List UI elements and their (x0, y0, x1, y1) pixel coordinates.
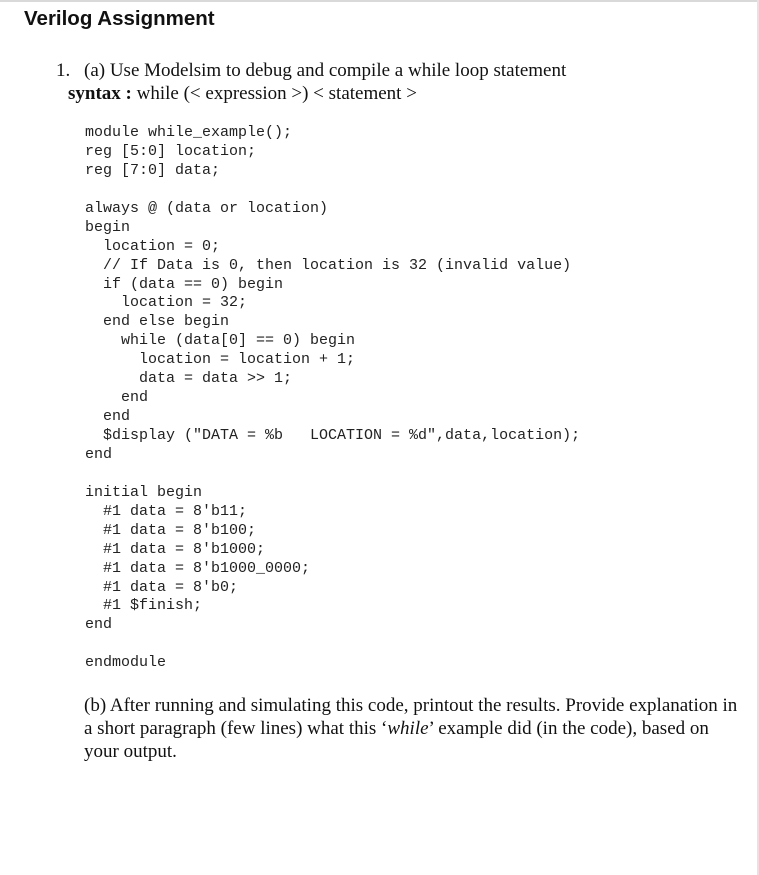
code-line: while (data[0] == 0) begin (85, 332, 356, 350)
code-line (85, 465, 580, 484)
code-line: if (data == 0) begin (85, 275, 284, 293)
code-line: end (85, 408, 131, 426)
code-line: end else begin (85, 313, 230, 331)
syntax-line (68, 83, 417, 105)
code-line: reg [7:0] data; (85, 161, 221, 179)
part-b-italic-keyword: while (387, 718, 429, 739)
part-a-text: (a) Use Modelsim to debug and compile a while loop statement (84, 60, 567, 81)
code-line: end (85, 389, 149, 407)
code-line (85, 635, 580, 654)
code-line: #1 data = 8'b1000; (85, 540, 266, 558)
code-line: endmodule (85, 654, 167, 672)
question-number: 1. (56, 60, 71, 81)
code-line: initial begin (85, 483, 203, 501)
code-line: #1 data = 8'b100; (85, 521, 257, 539)
code-line: location = location + 1; (85, 351, 356, 369)
code-line: module while_example(); (85, 124, 293, 141)
code-line: #1 $finish; (85, 597, 203, 615)
question-1-part-b (84, 694, 744, 763)
top-border (0, 0, 759, 2)
code-line: end (85, 445, 113, 463)
code-line: // If Data is 0, then location is 32 (invalid value) (85, 256, 572, 274)
code-line: always @ (data or location) (85, 199, 329, 217)
question-1-part-a (56, 60, 566, 82)
code-line (85, 181, 580, 200)
part-b-text-start: (b) After running and simulating this code, printout the results. Provide explanation in a short paragraph (few lines) what this ‘ (84, 695, 738, 739)
code-line: data = data >> 1; (85, 370, 293, 388)
code-line: begin (85, 218, 131, 236)
part-b-text-end: ’ example did (in the code), based on your output. (84, 718, 709, 762)
code-line: reg [5:0] location; (85, 142, 257, 160)
code-line: #1 data = 8'b11; (85, 502, 248, 520)
code-line: end (85, 616, 113, 634)
syntax-label: syntax : (68, 83, 132, 104)
code-line: location = 32; (85, 294, 248, 312)
code-line: #1 data = 8'b0; (85, 578, 239, 596)
code-line: location = 0; (85, 237, 221, 255)
document-title: Verilog Assignment (24, 7, 215, 30)
syntax-text: while (< expression >) < statement > (131, 83, 417, 104)
code-line: $display ("DATA = %b LOCATION = %d",data,location); (85, 427, 581, 444)
code-line: #1 data = 8'b1000_0000; (85, 559, 311, 577)
verilog-code-block (85, 124, 580, 673)
